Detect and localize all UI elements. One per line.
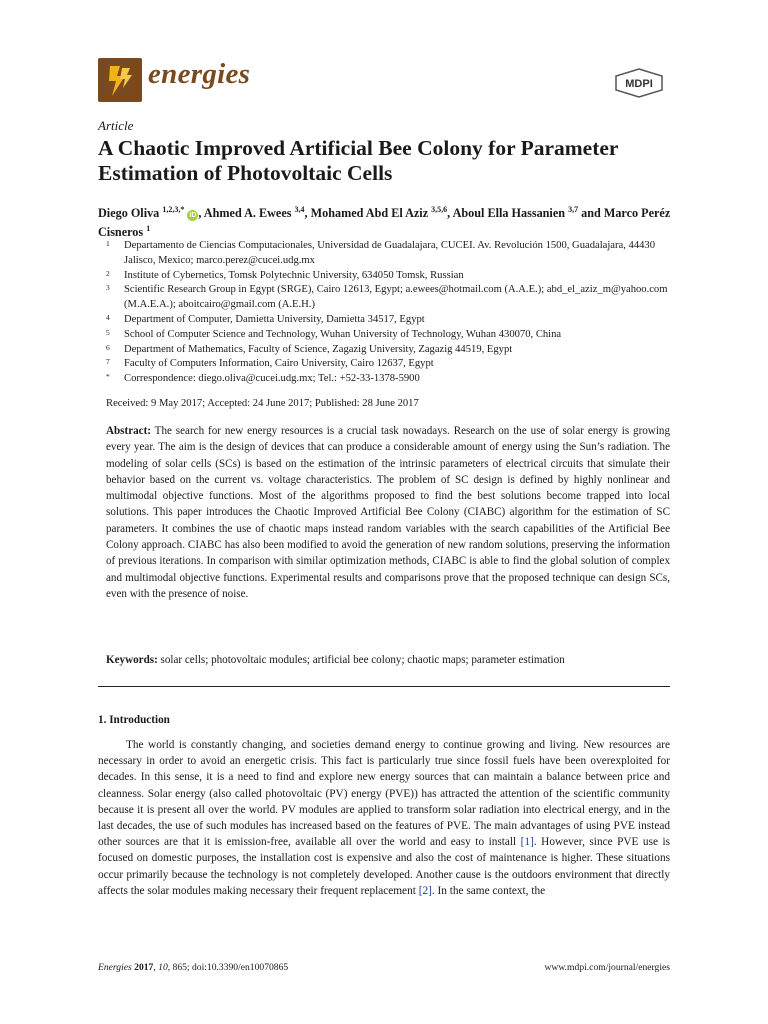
author-affil-sup: 3,4 (294, 205, 305, 214)
journal-logo (98, 58, 142, 102)
keywords-text: solar cells; photovoltaic modules; artificial bee colony; chaotic maps; parameter estimation (160, 654, 565, 666)
section-heading: 1. Introduction (98, 714, 170, 726)
author-name: Ahmed A. Ewees (203, 206, 292, 221)
citation-link[interactable]: [2] (418, 884, 432, 897)
affiliation-item: 1 Departamento de Ciencias Computacionales, Universidad de Guadalajara, CUCEI. Av. Revolución 1500, Guadalajara, 44430 Jalisco, Mexico; marco.perez@cucei.udg.mx (106, 239, 656, 266)
author-affil-sup: 1 (146, 224, 151, 234)
abstract-label: Abstract: (106, 425, 151, 437)
affiliation-item: 6 Department of Mathematics, Faculty of Science, Zagazig University, Zagazig 44519, Egypt (106, 342, 513, 355)
orcid-icon[interactable]: iD (189, 212, 197, 220)
paragraph: The world is constantly changing, and societies demand energy to continue growing and living. New resources are necessary in order to avoid an energetic crisis. This fact is particularly true since fossil fuels have been overexploited for decades. In this sense, it is a need to find and explore new energy sources that can maintain a balance between price and cleanness. Solar energy (also called photovoltaic (PV) energy (PVE)) has attracted the attention of the scientific community because it is present all over the world. PV modules are applied to transform solar radiation into electrical energy, and in the last decades, the use of such modules has increased based on the features of PVE. The main advantages of using PVE instead other sources are that it is emission-free, available all over the world and easy to install [1]. However, since PVE use is focused on domestic purposes, the installation cost is expensive and also the cost of maintenance is higher. These situations occur primarily because the technology is not completely developed. Another cause is the outdoors environment that directly affects the solar modules making necessary their frequent replacement [2]. In the same context, the (98, 739, 670, 897)
journal-name[interactable]: energies (148, 58, 251, 90)
affiliation-list (106, 239, 676, 387)
article-type: Article (98, 118, 134, 133)
mdpi-logo-text: MDPI (625, 78, 653, 90)
corresponding-mark: * (180, 205, 185, 214)
mdpi-logo[interactable] (614, 68, 664, 98)
author-name: Marco Peréz Cisneros (98, 206, 671, 240)
author-affil-sup: 3,7 (568, 205, 579, 214)
divider (98, 686, 670, 687)
author-affil-sup: 3,5,6 (431, 205, 448, 214)
author-name: Diego Oliva (98, 206, 160, 221)
citation-link[interactable]: [1] (520, 836, 534, 849)
affiliation-item: 4 Department of Computer, Damietta University, Damietta 34517, Egypt (106, 312, 425, 325)
affiliation-item: 3 Scientific Research Group in Egypt (SRGE), Cairo 12613, Egypt; a.ewees@hotmail.com (A.A.E.); abd_el_aziz_m@yahoo.com (M.A.E.A.); aboitcairo@gmail.com (A.E.H.) (106, 283, 668, 311)
keywords (106, 652, 670, 668)
author-name: Aboul Ella Hassanien (452, 206, 566, 221)
footer-citation: Energies 2017, 10, 865; doi:10.3390/en10070865 (98, 962, 289, 973)
lightning-bolt-icon (98, 58, 142, 102)
paper-title: A Chaotic Improved Artificial Bee Colony for Parameter Estimation of Photovoltaic Cells (98, 136, 619, 185)
abstract-text: The search for new energy resources is a crucial task nowadays. Research on the use of solar energy is growing every year. The aim is the design of devices that can produce a considerable amount of energy using the Sun’s radiation. The modeling of solar cells (SCs) is based on the estimation of the intrinsic parameters of electrical circuits that simulate their behavior based on the current vs. voltage characteristics. The problem of SC design is defined by highly nonlinear and multimodal objective functions. Most of the algorithms proposed to find the best solutions become trapped into local solutions. This paper introduces the Chaotic Improved Artificial Bee Colony (CIABC) algorithm for the estimation of SC parameters. It combines the use of chaotic maps instead random variables with the search capabilities of the Artificial Bee Colony approach. CIABC has also been modified to avoid the generation of new random solutions, preserving the information of previous iterations. In comparison with similar optimization methods, CIABC is able to find the global solution of complex and multimodal objective functions. Experimental results and comparisons prove that the proposed technique can design SCs, even with the presence of noise. (106, 425, 670, 600)
affiliation-item: 2 Institute of Cybernetics, Tomsk Polytechnic University, 634050 Tomsk, Russian (106, 268, 464, 281)
affiliation-item: 5 School of Computer Science and Technology, Wuhan University of Technology, Wuhan 430070, China (106, 327, 562, 340)
correspondence-item: * Correspondence: diego.oliva@cucei.udg.mx; Tel.: +52-33-1378-5900 (106, 372, 420, 385)
author-list: Diego Oliva $^{1,2,3,*}$ iD , Ahmed A. Ewees $^{3,4}$, Mohamed Abd El Aziz $^{3,5,6}$, Aboul Ella Hassanien $^{3,7}$ and Marco Peréz Cisneros $^1$ (98, 205, 671, 240)
section-body (98, 737, 670, 899)
publication-dates: Received: 9 May 2017; Accepted: 24 June 2017; Published: 28 June 2017 (106, 398, 419, 409)
keywords-label: Keywords: (106, 654, 158, 666)
author-affil-sup: 1,2,3, (162, 205, 181, 214)
footer-url[interactable]: www.mdpi.com/journal/energies (544, 962, 670, 973)
abstract (106, 423, 670, 602)
author-name: Mohamed Abd El Aziz (310, 206, 429, 221)
affiliation-item: 7 Faculty of Computers Information, Cairo University, Cairo 12637, Egypt (106, 357, 434, 370)
